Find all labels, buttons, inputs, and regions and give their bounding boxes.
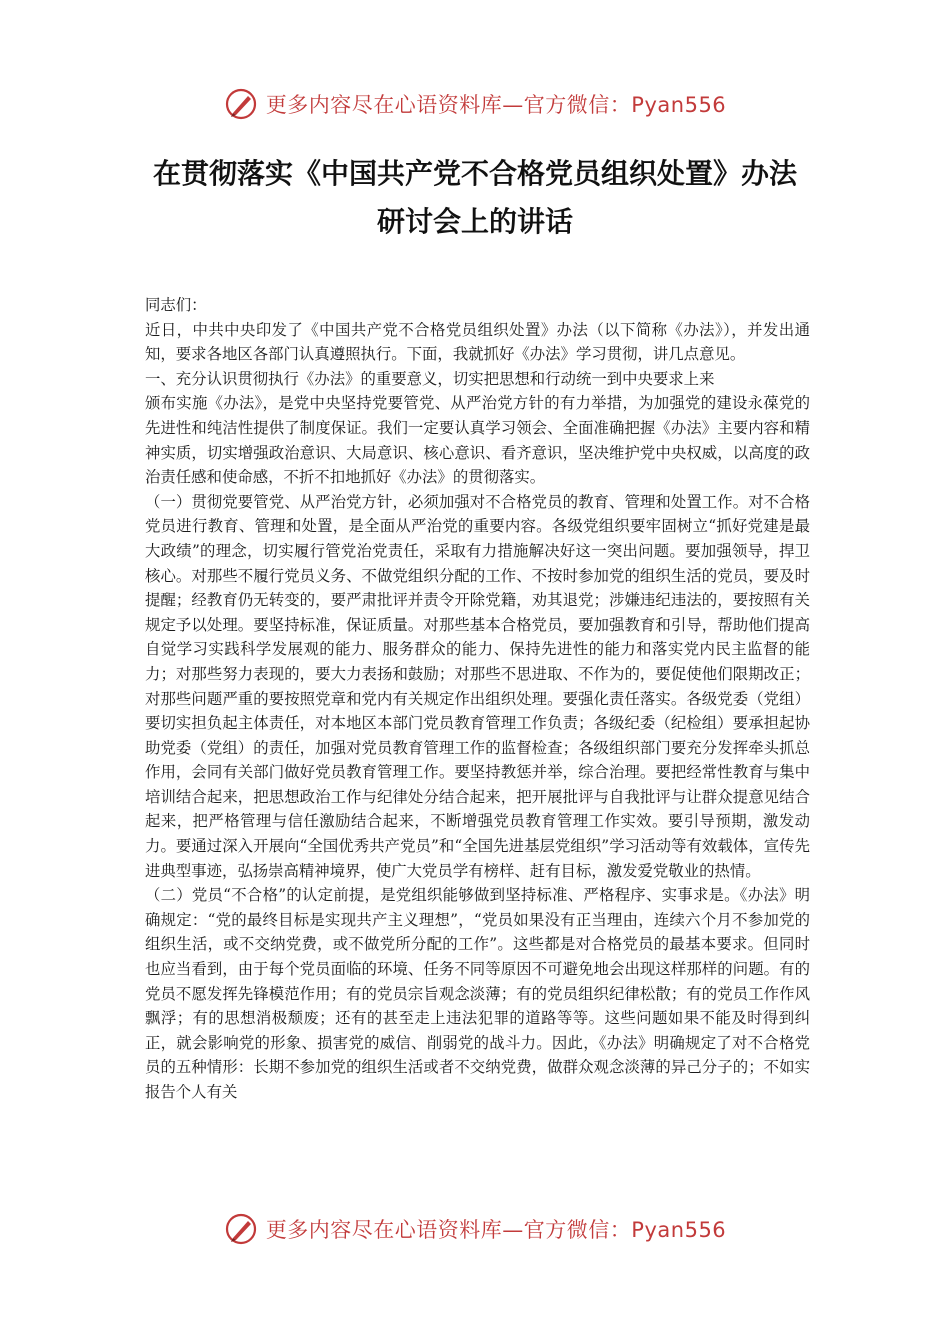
- pen-logo-icon: [224, 1212, 258, 1246]
- paragraph: （二）党员“不合格”的认定前提，是党组织能够做到坚持标准、严格程序、实事求是。《办法》明确规定：“党的最终目标是实现共产主义理想”，“党员如果没有正当理由，连续六个月不参加党的组织生活，或不交纳党费，或不做党所分配的工作”。这些都是对合格党员的最基本要求。但同时也应当看到，由于每个党员面临的环境、任务不同等原因不可避免地会出现这样那样的问题。有的党员不愿发挥先锋模范作用；有的党员宗旨观念淡薄；有的党员组织纪律松散；有的党员工作作风飘浮；有的思想消极颓废；还有的甚至走上违法犯罪的道路等等。这些问题如果不能及时得到纠正，就会影响党的形象、损害党的威信、削弱党的战斗力。因此，《办法》明确规定了对不合格党员的五种情形：长期不参加党的组织生活或者不交纳党费，做群众观念淡薄的异己分子的；不如实报告个人有关: [145, 886, 810, 1101]
- document-body: [145, 293, 810, 1105]
- salutation: 同志们：: [145, 296, 207, 314]
- title-line-2: 研讨会上的讲话: [376, 205, 573, 238]
- paragraph: 近日，中共中央印发了《中国共产党不合格党员组织处置》办法（以下简称《办法》），并发出通知，要求各地区各部门认真遵照执行。下面，我就抓好《办法》学习贯彻，讲几点意见。: [145, 320, 810, 364]
- watermark-banner-bottom: [0, 1207, 950, 1251]
- pen-logo-icon: [224, 87, 258, 121]
- watermark-banner-top: [0, 82, 950, 126]
- section-heading: 一、充分认识贯彻执行《办法》的重要意义，切实把思想和行动统一到中央要求上来: [145, 369, 715, 388]
- watermark-text: 更多内容尽在心语资料库—官方微信：Pyan556: [265, 93, 727, 117]
- title-line-1: 在贯彻落实《中国共产党不合格党员组织处置》办法: [152, 157, 797, 190]
- paragraph: 颁布实施《办法》，是党中央坚持党要管党、从严治党方针的有力举措，为加强党的建设永葆党的先进性和纯洁性提供了制度保证。我们一定要认真学习领会、全面准确把握《办法》主要内容和精神实质，切实增强政治意识、大局意识、核心意识、看齐意识，坚决维护党中央权威，以高度的政治责任感和使命感，不折不扣地抓好《办法》的贯彻落实。: [145, 394, 810, 487]
- watermark-text: 更多内容尽在心语资料库—官方微信：Pyan556: [265, 1218, 727, 1242]
- paragraph: （一）贯彻党要管党、从严治党方针，必须加强对不合格党员的教育、管理和处置工作。对不合格党员进行教育、管理和处置，是全面从严治党的重要内容。各级党组织要牢固树立“抓好党建是最大政绩”的理念，切实履行管党治党责任，采取有力措施解决好这一突出问题。要加强领导，捍卫核心。对那些不履行党员义务、不做党组织分配的工作、不按时参加党的组织生活的党员，要及时提醒；经教育仍无转变的，要严肃批评并责令开除党籍，劝其退党；涉嫌违纪违法的，要按照有关规定予以处理。要坚持标准，保证质量。对那些基本合格党员，要加强教育和引导，帮助他们提高自觉学习实践科学发展观的能力、服务群众的能力、保持先进性的能力和落实党内民主监督的能力；对那些努力表现的，要大力表扬和鼓励；对那些不思进取、不作为的，要促使他们限期改正；对那些问题严重的要按照党章和党内有关规定作出组织处理。要强化责任落实。各级党委（党组）要切实担负起主体责任，对本地区本部门党员教育管理工作负责；各级纪委（纪检组）要承担起协助党委（党组）的责任，加强对党员教育管理工作的监督检查；各级组织部门要充分发挥牵头抓总作用，会同有关部门做好党员教育管理工作。要坚持教惩并举，综合治理。要把经常性教育与集中培训结合起来，把思想政治工作与纪律处分结合起来，把开展批评与自我批评与让群众提意见结合起来，把严格管理与信任激励结合起来，不断增强党员教育管理工作实效。要引导预期，激发动力。要通过深入开展向“全国优秀共产党员”和“全国先进基层党组织”学习活动等有效载体，宣传先进典型事迹，弘扬崇高精神境界，使广大党员学有榜样、赶有目标，激发爱党敬业的热情。: [145, 492, 810, 880]
- document-title: [120, 150, 830, 246]
